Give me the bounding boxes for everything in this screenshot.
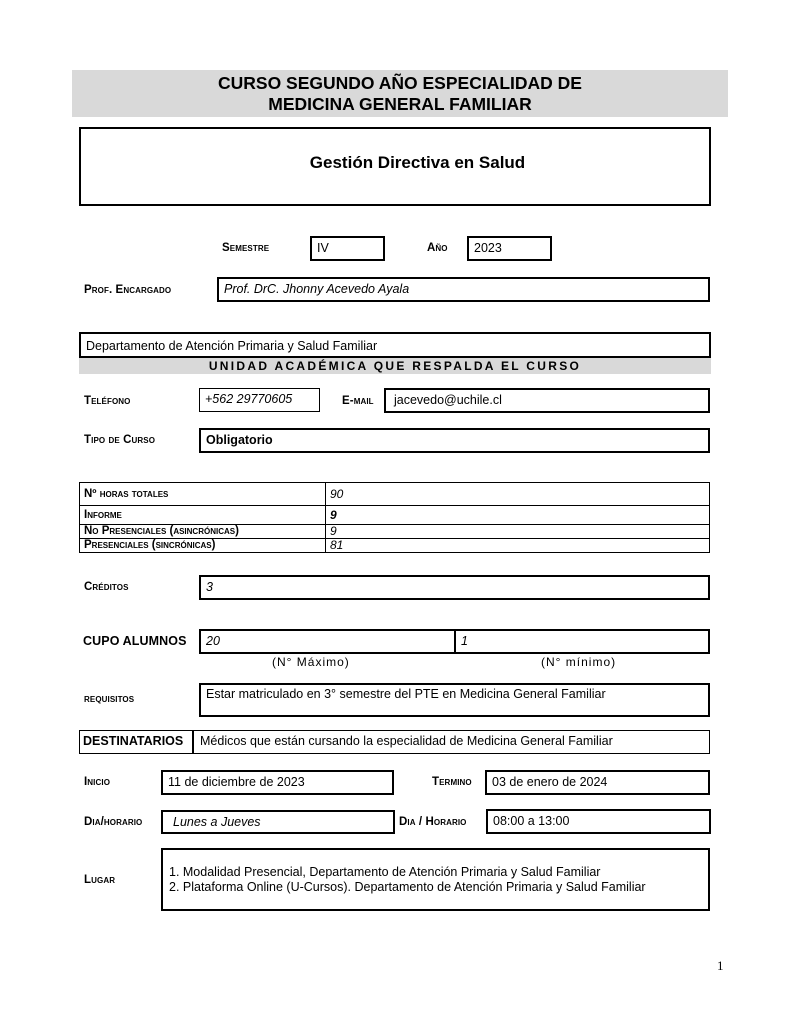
quota-min-caption: (N° mínimo) — [541, 655, 617, 669]
hours-value: 9 — [326, 525, 710, 539]
professor-field[interactable]: Prof. DrC. Jhonny Acevedo Ayala — [217, 277, 710, 302]
hours-label: Nº horas totales — [80, 483, 326, 506]
hours-value: 90 — [326, 483, 710, 506]
hours-value: 9 — [326, 506, 710, 525]
quota-label: CUPO ALUMNOS — [83, 634, 187, 648]
header-title-line2: MEDICINA GENERAL FAMILIAR — [268, 94, 532, 114]
course-type-label: Tipo de Curso — [84, 434, 156, 446]
table-row — [80, 539, 710, 553]
year-label: Año — [427, 242, 448, 254]
credits-label: Créditos — [84, 581, 129, 593]
semester-label: Semestre — [222, 242, 270, 254]
table-row — [80, 506, 710, 525]
place-line-2: 2. Plataforma Online (U-Cursos). Departamento de Atención Primaria y Salud Familiar — [169, 880, 646, 894]
hours-value: 81 — [326, 539, 710, 553]
hours-table — [79, 482, 710, 553]
days-field[interactable]: Lunes a Jueves — [161, 810, 395, 834]
department-field[interactable]: Departamento de Atención Primaria y Salud Familiar — [79, 332, 711, 358]
quota-max-field[interactable]: 20 — [199, 629, 456, 654]
phone-label: Teléfono — [84, 395, 131, 407]
course-name-box — [79, 127, 711, 206]
requirements-label: requisitos — [84, 693, 135, 705]
header-banner — [72, 70, 728, 117]
end-label: Termino — [432, 776, 472, 788]
schedule-field[interactable]: 08:00 a 13:00 — [486, 809, 711, 834]
table-row — [80, 525, 710, 539]
quota-max-caption: (N° Máximo) — [272, 655, 350, 669]
days-label: Dia/horario — [84, 816, 143, 828]
hours-label: Presenciales (sincrónicas) — [80, 539, 326, 553]
quota-min-field[interactable]: 1 — [454, 629, 710, 654]
audience-value: Médicos que están cursando la especialidad de Medicina General Familiar — [200, 734, 613, 748]
email-label: E-mail — [342, 395, 374, 407]
start-label: Inicio — [84, 776, 111, 788]
schedule-label: Dia / Horario — [399, 816, 467, 828]
course-type-field[interactable]: Obligatorio — [199, 428, 710, 453]
place-line-1: 1. Modalidad Presencial, Departamento de Atención Primaria y Salud Familiar — [169, 865, 601, 879]
professor-label: Prof. Encargado — [84, 284, 172, 296]
hours-label: Informe — [80, 506, 326, 525]
credits-field[interactable]: 3 — [199, 575, 710, 600]
email-field[interactable]: jacevedo@uchile.cl — [384, 388, 710, 413]
header-title-line1: CURSO SEGUNDO AÑO ESPECIALIDAD DE — [218, 73, 582, 93]
hours-label: No Presenciales (asincrónicas) — [80, 525, 326, 539]
course-name: Gestión Directiva en Salud — [309, 153, 526, 172]
end-field[interactable]: 03 de enero de 2024 — [485, 770, 710, 795]
table-row — [80, 483, 710, 506]
academic-unit-caption: UNIDAD ACADÉMICA QUE RESPALDA EL CURSO — [79, 358, 711, 374]
requirements-field[interactable]: Estar matriculado en 3° semestre del PTE en Medicina General Familiar — [199, 683, 710, 717]
audience-label: DESTINATARIOS — [79, 730, 194, 754]
phone-field[interactable]: +562 29770605 — [199, 388, 320, 412]
start-field[interactable]: 11 de diciembre de 2023 — [161, 770, 394, 795]
year-field[interactable]: 2023 — [467, 236, 552, 261]
semester-field[interactable]: IV — [310, 236, 385, 261]
page-number: 1 — [717, 958, 724, 973]
place-field[interactable] — [161, 848, 710, 911]
place-label: Lugar — [84, 874, 116, 886]
